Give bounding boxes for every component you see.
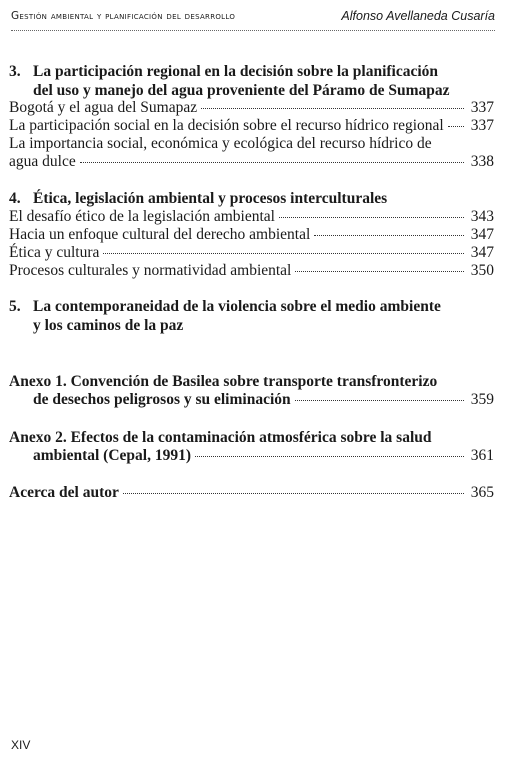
toc-entry-page: 361: [470, 447, 494, 464]
toc-entry[interactable]: [9, 226, 494, 244]
toc-entry-title: El desafío ético de la legislación ambiental: [9, 208, 275, 225]
toc-entry-title-first-line: La importancia social, económica y ecológica del recurso hídrico de: [9, 135, 432, 152]
running-header-title: Gestión ambiental y planificación del desarrollo: [11, 10, 236, 22]
section-3-heading: [9, 62, 494, 100]
leader-dots: [295, 400, 464, 401]
section-5-heading: [9, 297, 494, 335]
toc-entry-page: 337: [470, 99, 494, 116]
toc-entry-title: Bogotá y el agua del Sumapaz: [9, 99, 198, 116]
section-5-title-line1: La contemporaneidad de la violencia sobre el medio ambiente: [33, 298, 441, 315]
toc-entry-page: 337: [470, 117, 494, 134]
section-4-number: 4.: [9, 190, 21, 207]
toc-entry[interactable]: [9, 153, 494, 171]
toc-entry-title: Ética y cultura: [9, 244, 100, 261]
section-5-number: 5.: [9, 298, 21, 315]
leader-dots: [279, 217, 464, 218]
section-4-title-line1: Ética, legislación ambiental y procesos interculturales: [33, 190, 388, 207]
leader-dots: [123, 493, 464, 494]
leader-dots: [201, 108, 464, 109]
toc-entry-page: 350: [470, 262, 494, 279]
toc-entry-about-author[interactable]: [9, 484, 494, 502]
running-header-author: Alfonso Avellaneda Cusaría: [341, 9, 495, 23]
page-number: XIV: [11, 738, 31, 752]
toc-entry-title: Acerca del autor: [9, 484, 119, 501]
leader-dots: [314, 235, 464, 236]
toc-entry-annex-2[interactable]: [33, 447, 494, 465]
toc-entry-page: 347: [470, 226, 494, 243]
toc-entry-page: 347: [470, 244, 494, 261]
toc-entry-title: Procesos culturales y normatividad ambiental: [9, 262, 292, 279]
toc-entry-page: 365: [470, 484, 494, 501]
section-3-title-line1: La participación regional en la decisión sobre la planificación: [33, 63, 439, 80]
leader-dots: [295, 271, 464, 272]
section-3-title-line2: del uso y manejo del agua proveniente del Páramo de Sumapaz: [33, 82, 450, 99]
toc-entry-title: La participación social en la decisión sobre el recurso hídrico regional: [9, 117, 444, 134]
toc-entry[interactable]: [9, 262, 494, 280]
toc-entry-page: 338: [470, 153, 494, 170]
toc-entry[interactable]: [9, 244, 494, 262]
section-5-title-line2: y los caminos de la paz: [33, 317, 184, 334]
toc-entry[interactable]: [9, 208, 494, 226]
section-3-number: 3.: [9, 63, 21, 80]
leader-dots: [103, 253, 464, 254]
running-header: [11, 8, 495, 31]
toc-entry-page: 359: [470, 391, 494, 408]
annex-1-title-line1: Anexo 1. Convención de Basilea sobre transporte transfronterizo: [9, 373, 438, 390]
toc-entry-annex-1[interactable]: [33, 391, 494, 409]
section-4-heading: [9, 189, 494, 208]
toc-entry[interactable]: [9, 117, 494, 135]
toc-entry-title: de desechos peligrosos y su eliminación: [33, 391, 291, 408]
toc-entry-title: ambiental (Cepal, 1991): [33, 447, 192, 464]
leader-dots: [80, 162, 464, 163]
leader-dots: [448, 126, 464, 127]
toc-entry-title: agua dulce: [9, 153, 76, 170]
leader-dots: [195, 456, 464, 457]
toc-entry[interactable]: [9, 99, 494, 117]
toc-entry-title: Hacia un enfoque cultural del derecho ambiental: [9, 226, 311, 243]
toc-entry-page: 343: [470, 208, 494, 225]
annex-2-title-line1: Anexo 2. Efectos de la contaminación atmosférica sobre la salud: [9, 429, 432, 446]
